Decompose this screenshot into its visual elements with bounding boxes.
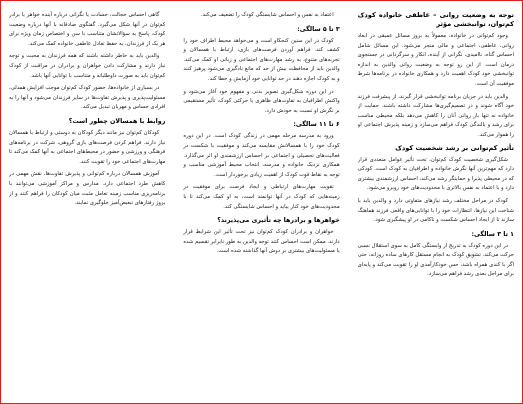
paragraph: تقویت مهارت‌های ارتباطی و ایجاد فرصت برای موفقیت در زمینه‌هایی که کودک در آنها توانمند است، به او کمک می‌کند تا با محدودیت‌های خود کنار بیاید و احساس شایستگی کند. — [183, 184, 340, 210]
subheading: ۶ تا ۱۱ سالگی: — [293, 121, 340, 129]
paragraph: اعتماد به نفس و احساس شایستگی کودک را تضعیف می‌کند. — [200, 12, 334, 18]
paragraph: در این دوره کودک به تدریج از وابستگی کامل به سوی استقلال نسبی حرکت می‌کند. تشویق کودک به انجام مستقل کارهای ساده روزانه، حتی اگر با کندی همراه باشد، حس خودکارآمدی او را تقویت می‌کند و پایه‌ای برای مراحل بعدی رشد فراهم می‌سازد. — [357, 242, 514, 278]
paragraph: در این دوره شکل‌گیری تصویر بدنی و مفهوم خود آغاز می‌شود و واکنش اطرافیان به تفاوت‌های ظاهری یا حرکتی کودک، تأثیر مستقیمی بر نگرش او نسبت به خودش دارد. — [183, 88, 340, 114]
paragraph: کودک در این سنین کنجکاو است و می‌خواهد محیط اطراف خود را کشف کند. فراهم آوردن فرصت‌های بازی، ارتباط با همسالان و تجربه‌های متنوع، به رشد مهارت‌های اجتماعی و زبانی او کمک می‌کند. والدین باید از محافظت بیش از حد که مانع یادگیری می‌شود پرهیز کنند و به کودک اجازه دهند در حد توانایی خود آزمایش و خطا کند. — [183, 37, 340, 82]
section-title: توجه به وضعیت روانی – عاطفی خانواده کودک کم‌توان، توانبخشی مؤثر — [357, 11, 514, 28]
subheading: خواهرها و برادرها چه تأثیری می‌پذیرند؟ — [217, 217, 340, 225]
paragraph: ورود به مدرسه مرحله مهمی در زندگی کودک است. در این دوره کودک خود را با همسالانش مقایسه می‌کند و موفقیت یا شکست در فعالیت‌های تحصیلی و اجتماعی بر احساس ارزشمندی او اثر می‌گذارد. همکاری نزدیک خانواده و مدرسه، انتخاب محیط آموزشی مناسب و توجه به نقاط قوت کودک از اهمیت زیادی برخوردار است. — [183, 133, 340, 178]
section-heading: تأثیر کم‌توانی بر رشد شخصیت کودک — [395, 143, 514, 152]
paragraph: آموزش همسالان درباره کم‌توانی و پذیرش تفاوت‌ها، نقش مهمی در کاهش طرد اجتماعی دارد. مدارس و مراکز آموزشی می‌توانند با برنامه‌ریزی مناسب زمینه تعامل مثبت میان کودکان را فراهم کنند و از بروز رفتارهای تبعیض‌آمیز جلوگیری نمایند. — [9, 171, 166, 207]
paragraph: خواهران و برادران کودک کم‌توان نیز تحت تأثیر این شرایط قرار دارند. ممکن است احساس کنند توجه والدین به طور نابرابر تقسیم شده یا مسئولیت‌های بیشتری بر دوش آنها گذاشته شده است. — [183, 229, 340, 255]
paragraph: کودک در مراحل مختلف رشد نیازهای متفاوتی دارد و والدین باید با شناخت این نیازها، انتظارات خود را با توانایی‌های واقعی فرزند هماهنگ سازند تا از ایجاد احساس شکست و ناکامی در او پیشگیری شود. — [357, 197, 514, 224]
text-columns — [9, 11, 514, 399]
column-right — [358, 11, 514, 399]
paragraph: والدین باید به خاطر داشته باشند که همه فرزندان به محبت و توجه نیاز دارند و مشارکت دادن خواهران و برادران در مراقبت از کودک کم‌توان باید به صورت داوطلبانه و متناسب با توانایی آنها باشد. — [9, 53, 166, 79]
subheading: ۳ تا ۵ سالگی: — [297, 25, 340, 33]
subheading: روابط با همسالان چطور است؟ — [68, 117, 166, 125]
paragraph: در بسیاری از خانواده‌ها، حضور کودک کم‌توان موجب افزایش همدلی، مسئولیت‌پذیری و پذیرش تفاوت‌ها در سایر فرزندان می‌شود و آنها را به افرادی حساس و مهربان تبدیل می‌کند. — [9, 85, 166, 111]
paragraph: کودکان کم‌توان نیز مانند دیگر کودکان به دوستی و ارتباط با همسالان نیاز دارند. فراهم کردن فرصت‌های بازی گروهی، شرکت در برنامه‌های فرهنگی و ورزشی و حضور در محیط‌های اجتماعی به آنها کمک می‌کند تا مهارت‌های اجتماعی خود را تقویت کنند. — [9, 129, 166, 165]
paragraph: وجود کم‌توانی در خانواده، معمولاً به بروز مسائل عمیقی در ابعاد روانی، عاطفی، اجتماعی و مالی منجر می‌شود. این مسائل شامل احساس گناه، ناامیدی، نگرانی از آینده، انکار و سرگردانی در جستجوی درمان است. از این رو توجه به وضعیت روانی والدین به اندازه توانبخشی خود کودک اهمیت دارد و همکاری خانواده در برنامه‌ها شرط موفقیت آن است. — [357, 33, 514, 87]
subheading: ۱ تا ۳ سالگی: — [471, 230, 514, 238]
column-middle — [183, 11, 339, 399]
paragraph: والدین باید در جریان برنامه توانبخشی قرار گیرند، از پیشرفت فرزند خود آگاه شوند و در تصمیم‌گیری‌ها مشارکت داشته باشند. حمایت از خانواده نه تنها بار روانی آنان را کاهش می‌دهد بلکه محیطی مناسب برای رشد و بالندگی کودک فراهم می‌سازد و زمینه پذیرش اجتماعی او را هموار می‌کند. — [357, 93, 514, 138]
paragraph: شکل‌گیری شخصیت کودک کم‌توان، تحت تأثیر عوامل متعددی قرار دارد که مهم‌ترین آنها نگرش خانواده و اطرافیان به کودک است. کودکی که در محیطی پذیرا و حمایتگر رشد می‌کند، احساس ارزشمندی بیشتری دارد و با اعتماد به نفس بالاتری با محدودیت‌های خود روبرو می‌شود. — [357, 156, 514, 192]
column-left — [9, 11, 165, 399]
paragraph: گاهی احساس خجالت، حسادت یا نگرانی درباره آینده خواهر یا برادر کم‌توان در آنها شکل می‌گیرد. گفتگوی صادقانه با آنها درباره وضعیت کودک، پاسخ به سؤالاتشان متناسب با سن و اختصاص زمان ویژه برای هر یک از فرزندان، به حفظ تعادل عاطفی خانواده کمک می‌کند. — [9, 12, 166, 47]
